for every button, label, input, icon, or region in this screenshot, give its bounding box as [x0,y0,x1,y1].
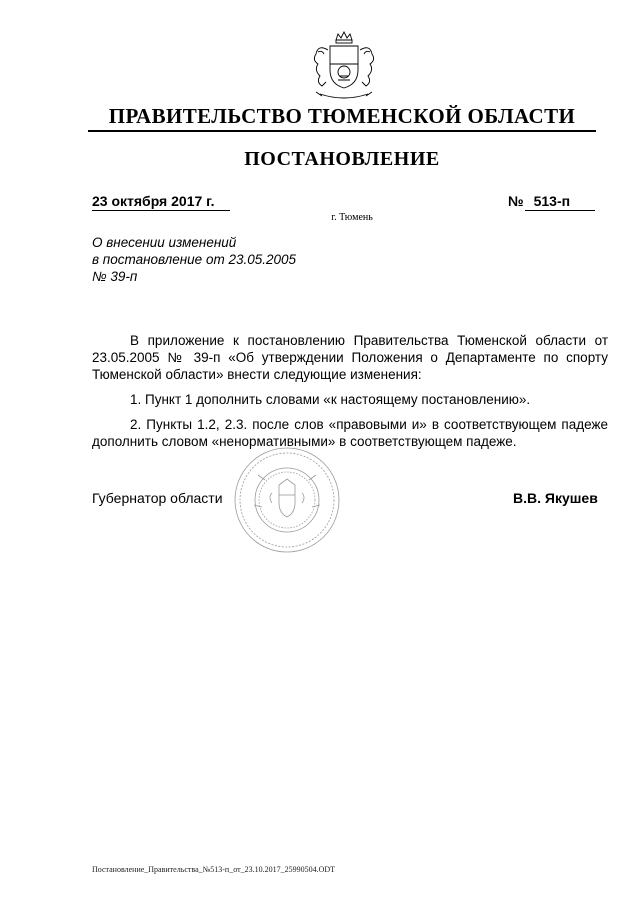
document-date: 23 октября 2017 г. [92,193,215,209]
document-body [92,332,608,450]
city-label: г. Тюмень [331,212,373,223]
subject-line: О внесении изменений [92,235,237,250]
number-value: 513-п [533,193,571,209]
subject-line: в постановление от 23.05.2005 [92,252,297,267]
date-underline [92,210,230,211]
header-divider [88,130,596,132]
round-seal-stamp [232,445,342,555]
document-type-heading: ПОСТАНОВЛЕНИЕ [244,148,440,170]
number-sign: № [508,193,524,209]
footer-filename: Постановление_Правительства_№513-п_от_23.10.2017_25990504.ODT [92,865,336,874]
signatory-title: Губернатор области [92,490,223,506]
body-paragraph: 1. Пункт 1 дополнить словами «к настоящему постановлению». [130,392,531,407]
coat-of-arms-emblem [302,30,386,104]
body-paragraph: 2. Пункты 1.2, 2.3. после слов «правовыми и» в соответствующем падеже дополнить словом «ненормативными» в соответствующем падеже. [92,417,608,449]
body-paragraph: В приложение к постановлению Правительства Тюменской области от 23.05.2005 № 39-п «Об утверждении Положения о Департаменте по спорту Тюменской области» внести следующие изменения: [92,333,608,382]
signatory-name: В.В. Якушев [513,490,598,506]
organization-title: ПРАВИТЕЛЬСТВО ТЮМЕНСКОЙ ОБЛАСТИ [108,104,576,128]
document-number [508,193,570,209]
subject-line: № 39-п [92,269,138,284]
document-subject [92,234,296,285]
number-underline [525,210,595,211]
